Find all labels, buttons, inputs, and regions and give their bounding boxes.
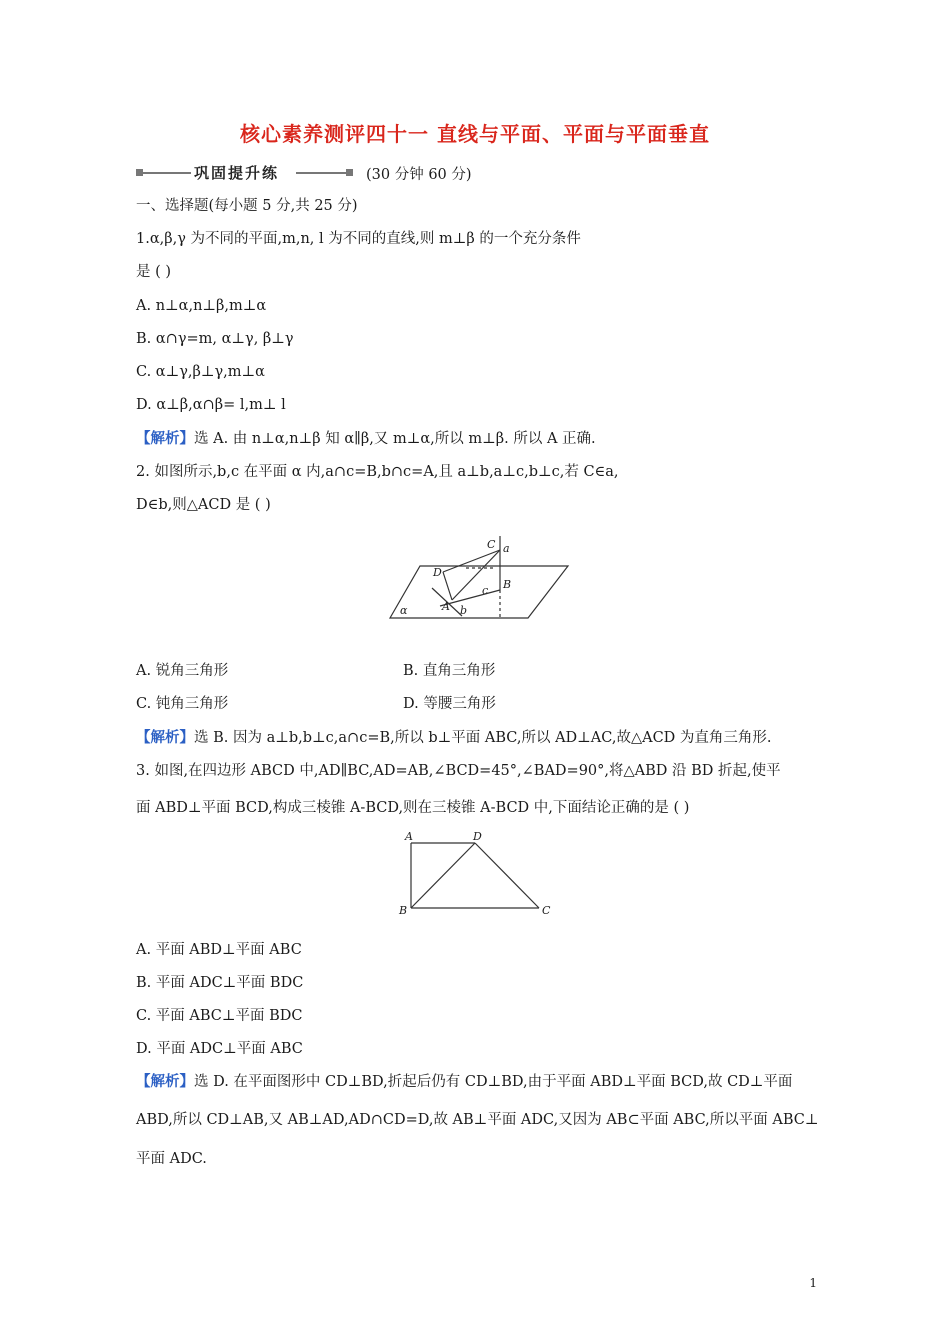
q1-stem-line1: 1.α,β,γ 为不同的平面,m,n, l 为不同的直线,则 m⊥β 的一个充分条件 [136,231,581,247]
analysis-tag: 【解析】 [136,729,194,746]
plane-alpha [390,566,568,618]
q2-stem-line2: D∈b,则△ACD 是 ( ) [136,497,271,513]
label-C: C [542,904,551,917]
q1-option-a: A. n⊥α,n⊥β,m⊥α [136,298,267,314]
q1-analysis [136,429,596,449]
q2-option-c: C. 钝角三角形 [136,696,229,712]
q1-stem-line2: 是 ( ) [136,264,172,280]
q2-analysis [136,728,772,748]
label-alpha: α [400,604,408,617]
q3-figure [395,826,560,921]
label-D: D [473,830,482,843]
page-title: 核心素养测评四十一 直线与平面、平面与平面垂直 [240,122,710,146]
label-c: c [482,584,489,597]
q2-stem-line1: 2. 如图所示,b,c 在平面 α 内,a∩c=B,b∩c=A,且 a⊥b,a⊥c,b⊥c,若 C∈a, [136,464,619,480]
q2-option-a: A. 锐角三角形 [136,663,229,679]
label-B: B [503,578,512,591]
q3-option-d: D. 平面 ADC⊥平面 ABC [136,1041,303,1057]
q2-option-d: D. 等腰三角形 [403,696,496,712]
segment-dc [443,550,500,572]
banner-rule [143,172,191,174]
label-b: b [460,604,468,617]
q1-option-c: C. α⊥γ,β⊥γ,m⊥α [136,364,265,380]
q2-figure [380,530,580,630]
part-heading: 一、选择题(每小题 5 分,共 25 分) [136,198,358,214]
analysis-text: 选 B. 因为 a⊥b,b⊥c,a∩c=B,所以 b⊥平面 ABC,所以 AD⊥AC,故△ACD 为直角三角形. [194,730,772,746]
q3-analysis-line2: ABD,所以 CD⊥AB,又 AB⊥AD,AD∩CD=D,故 AB⊥平面 ADC,又因为 AB⊂平面 ABC,所以平面 ABC⊥ [136,1112,819,1128]
analysis-text: 选 D. 在平面图形中 CD⊥BD,折起后仍有 CD⊥BD,由于平面 ABD⊥平面 BCD,故 CD⊥平面 [194,1074,793,1090]
analysis-tag: 【解析】 [136,430,194,447]
q2-option-b: B. 直角三角形 [403,663,496,679]
label-A: A [405,830,413,843]
banner-rule-right [296,172,346,174]
side-dc [475,843,539,908]
section-time: (30 分钟 60 分) [366,167,472,183]
diagonal-bd [411,843,475,908]
section-banner [136,162,366,184]
q3-option-b: B. 平面 ADC⊥平面 BDC [136,975,304,991]
q3-analysis-line3: 平面 ADC. [136,1151,207,1167]
q3-analysis-line1 [136,1072,792,1092]
q1-option-d: D. α⊥β,α∩β= l,m⊥ l [136,397,286,413]
q1-option-b: B. α∩γ=m, α⊥γ, β⊥γ [136,331,294,347]
label-B: B [399,904,408,917]
analysis-tag: 【解析】 [136,1073,194,1090]
analysis-text: 选 A. 由 n⊥α,n⊥β 知 α∥β,又 m⊥α,所以 m⊥β. 所以 A 正确. [194,431,596,447]
q3-option-a: A. 平面 ABD⊥平面 ABC [136,942,302,958]
page-number: 1 [809,1276,817,1290]
section-label: 巩固提升练 [194,164,280,182]
label-C: C [487,538,496,551]
q3-stem-line2: 面 ABD⊥平面 BCD,构成三棱锥 A-BCD,则在三棱锥 A-BCD 中,下面结论正确的是 ( ) [136,800,690,816]
banner-dot-left [136,169,143,176]
label-A: A [442,600,450,613]
q3-option-c: C. 平面 ABC⊥平面 BDC [136,1008,303,1024]
segment-ad [443,572,452,600]
label-a: a [503,542,510,555]
q3-stem-line1: 3. 如图,在四边形 ABCD 中,AD∥BC,AD=AB,∠BCD=45°,∠BAD=90°,将△ABD 沿 BD 折起,使平 [136,763,781,779]
label-D: D [433,566,442,579]
banner-dot-right [346,169,353,176]
